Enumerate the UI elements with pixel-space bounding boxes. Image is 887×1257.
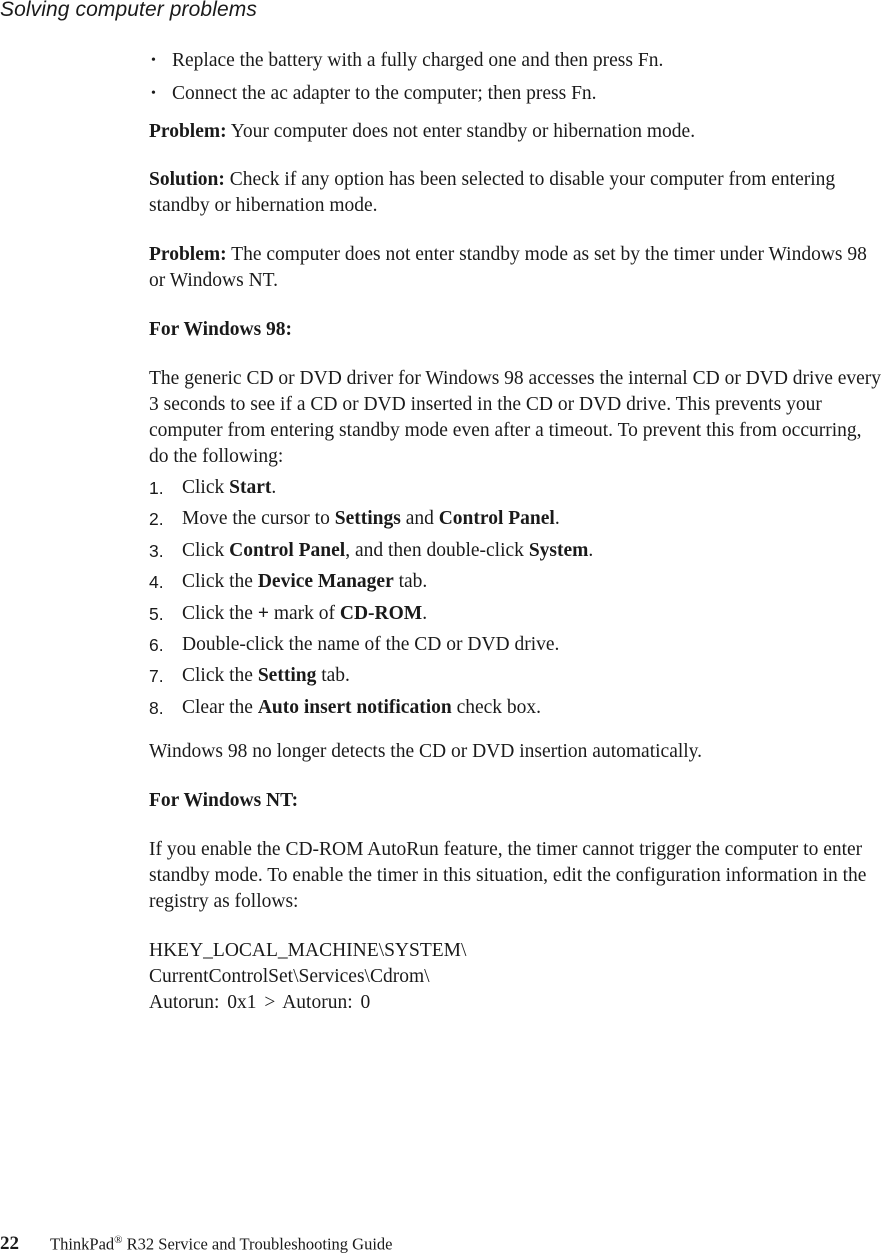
- step-number: 7.: [149, 666, 164, 687]
- step-ui-term: +: [257, 602, 269, 624]
- problem-label: Problem:: [149, 121, 227, 142]
- windows-98-heading: For Windows 98:: [149, 319, 293, 340]
- list-item: [149, 506, 884, 532]
- solution-label: Solution:: [149, 169, 225, 190]
- problem-label: Problem:: [149, 244, 227, 265]
- step-ui-term: Control Panel: [229, 539, 346, 561]
- step-number: 3.: [149, 540, 164, 561]
- step-text: and: [400, 508, 439, 530]
- registry-line: Autorun: 0x1 > Autorun: 0: [149, 991, 371, 1013]
- step-text: Click the: [182, 665, 258, 687]
- step-number: 1.: [149, 478, 164, 498]
- list-item: [149, 569, 884, 595]
- problem-2: [149, 242, 884, 294]
- list-item: [149, 601, 884, 627]
- step-ui-term: CD-ROM: [339, 602, 423, 624]
- step-text: tab.: [393, 571, 428, 593]
- step-number: 4.: [149, 572, 164, 593]
- step-text: .: [588, 539, 594, 561]
- page-body: [149, 48, 884, 1016]
- list-item: • Connect the ac adapter to the computer; then press Fn.: [149, 81, 884, 107]
- registered-mark: ®: [114, 1233, 123, 1246]
- step-number: 5.: [149, 603, 164, 624]
- bullet-list: [149, 48, 884, 107]
- running-header: Solving computer problems: [0, 0, 257, 21]
- step-ui-term: Control Panel: [438, 508, 555, 530]
- step-text: , and then double-click: [345, 539, 529, 561]
- step-text: Click the: [182, 571, 258, 593]
- step-text: .: [554, 508, 560, 530]
- windows-98-steps: [149, 475, 884, 721]
- step-ui-term: Device Manager: [257, 571, 394, 593]
- page-footer: [0, 1233, 392, 1255]
- step-text: Click: [182, 539, 230, 561]
- windows-98-intro: The generic CD or DVD driver for Windows 98 accesses the internal CD or DVD drive every 3 seconds to see if a CD or DVD inserted in the CD or DVD drive. This prevents your computer from entering standby mode even after a timeout. To prevent this from occurring, do the following:: [149, 368, 882, 467]
- step-text: Click: [182, 477, 230, 498]
- solution-1: [149, 167, 884, 219]
- registry-line: CurrentControlSet\Services\Cdrom\: [149, 965, 430, 987]
- step-text: Move the cursor to: [182, 508, 335, 530]
- step-ui-term: Start: [229, 477, 272, 498]
- step-text: check box.: [451, 696, 542, 718]
- step-text: tab.: [316, 665, 350, 687]
- step-number: 8.: [149, 697, 164, 718]
- step-ui-term: Settings: [334, 508, 401, 530]
- step-text: Click the: [182, 602, 258, 624]
- book-title-text: R32 Service and Troubleshooting Guide: [122, 1234, 393, 1253]
- step-number: 2.: [149, 509, 164, 530]
- step-text: .: [422, 602, 428, 624]
- windows-98-result: Windows 98 no longer detects the CD or DVD insertion automatically.: [149, 740, 703, 762]
- step-text: Double-click the name of the CD or DVD drive.: [182, 633, 560, 655]
- list-item: [149, 538, 884, 564]
- book-title: [50, 1234, 392, 1255]
- step-text: Clear the: [182, 696, 258, 718]
- list-item: [149, 695, 884, 721]
- step-text: .: [271, 477, 277, 498]
- brand-name: ThinkPad: [50, 1234, 115, 1253]
- step-ui-term: Setting: [257, 665, 317, 687]
- registry-line: HKEY_LOCAL_MACHINE\SYSTEM\: [149, 939, 467, 961]
- step-text: mark of: [268, 602, 340, 624]
- list-item: [149, 475, 884, 501]
- step-number: 6.: [149, 634, 164, 655]
- list-item: [149, 632, 884, 658]
- problem-1: [149, 119, 884, 145]
- step-ui-term: Auto insert notification: [257, 696, 452, 718]
- windows-nt-intro: If you enable the CD-ROM AutoRun feature, the timer cannot trigger the computer to enter standby mode. To enable the timer in this situation, edit the configuration information in the registry as follows:: [149, 838, 867, 912]
- problem-text: Your computer does not enter standby or hibernation mode.: [230, 121, 696, 142]
- step-ui-term: System: [528, 539, 589, 561]
- registry-path: [149, 938, 884, 1016]
- windows-nt-heading: For Windows NT:: [149, 789, 299, 811]
- list-item: • Replace the battery with a fully charged one and then press Fn.: [149, 48, 884, 74]
- list-item: [149, 663, 884, 689]
- problem-text: The computer does not enter standby mode as set by the timer under Windows 98 or Windows NT.: [149, 244, 867, 291]
- solution-text: Check if any option has been selected to disable your computer from entering standby or hibernation mode.: [149, 169, 836, 216]
- page-number: 22: [0, 1233, 19, 1254]
